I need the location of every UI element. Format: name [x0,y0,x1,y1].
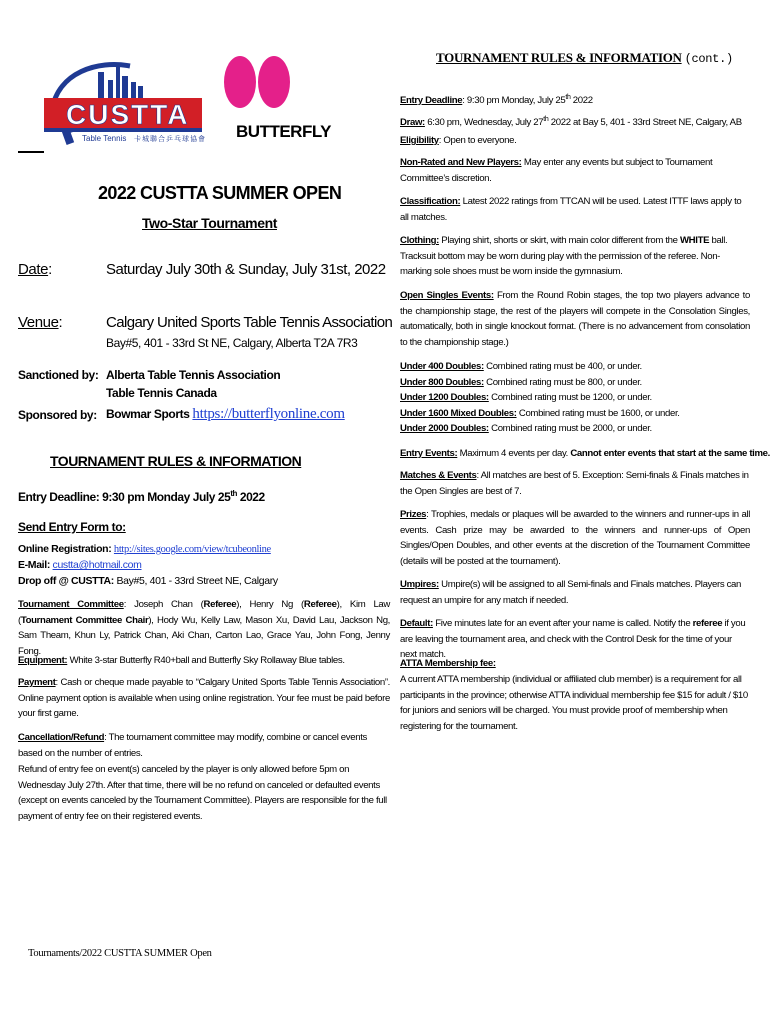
clothing-label: Clothing: [400,235,439,246]
custta-wordmark: CUSTTA [66,99,190,130]
right-deadline-text: : 9:30 pm Monday, July 25 [462,95,566,107]
doubles-item [400,421,750,437]
custta-tagline: Table Tennis [82,134,127,143]
venue-address: Bay#5, 401 - 33rd St NE, Calgary, Alberta T2A 7R3 [106,336,358,350]
doubles-item [400,359,750,375]
equipment-text: White 3-star Butterfly R40+ball and Butterfly Sky Rollaway Blue tables. [67,655,345,666]
deadline-sup: th [230,489,237,498]
default-text-2: if you are leaving the tournament area, and check with the Control Desk for the time of your next match. [400,618,746,660]
custta-logo [38,52,218,152]
doubles-text: Combined rating must be 1200, or under. [488,392,652,403]
singles-text: From the Round Robin stages, the top two players advance to the championship stage, the rest of the players will compete in the Consolation Singles, automatically, both in single knockout format. (There is no advancement from consolation to the championship stage.) [400,290,750,348]
entry-deadline-left [18,489,265,504]
right-deadline-sup: th [565,94,571,101]
date-label-row [18,261,52,278]
event-title: 2022 CUSTTA SUMMER OPEN [98,183,342,203]
doubles-label: Under 800 Doubles: [400,376,484,388]
clothing-paragraph [400,233,750,280]
prizes-label: Prizes [400,509,427,520]
cancellation-label: Cancellation/Refund [18,732,105,743]
doubles-item [400,390,750,406]
doubles-text: Combined rating must be 1600, or under. [516,407,680,419]
committee-text: : Joseph Chan ( [123,599,204,610]
online-registration-link[interactable]: http://sites.google.com/view/tcubeonline [113,544,271,555]
entry-events-label: Entry Events: [400,448,458,459]
clothing-text-2: ball. Tracksuit bottom may be worn during play with the permission of the referee. Non-marking sole shoes must be worn inside the gymnasium. [400,235,728,277]
umpires-text: Umpire(s) will be assigned to all Semi-finals and Finals matches. Players can request an umpire for any match if needed. [400,579,742,606]
refund-paragraph: Refund of entry fee on event(s) canceled by the player is only allowed before 5pm on Wednesday July 27th. After that time, there will be no refund on canceled or defaulted events (except on events canceled by the Tournament Committee). Players are responsible for the full payment of entry fee on their registered events. [18,764,387,822]
right-heading [436,50,733,66]
default-label: Default: [400,618,433,629]
date-colon: : [48,261,52,278]
sanctioned-label: Sanctioned by: [18,368,99,382]
entry-events-row [400,446,770,462]
umpires-label: Umpires: [400,579,439,590]
online-label: Online Registration: [18,543,112,555]
umpires-paragraph [400,577,750,608]
doubles-item [400,406,750,422]
draw-text: 6:30 pm, Wednesday, July 27 [424,117,544,129]
butterfly-logo [218,50,331,150]
nonrated-label: Non-Rated and New Players: [400,157,522,168]
committee-label: Tournament Committee [18,599,124,610]
committee-members: ), Hody Wu, Kelly Law, Mason Xu, David Lau, Jackson Ng, Sam Theam, Khun Ly, Patrick Chan, Aki Chan, Carton Lao, Grace Yau, John Fong, Jenny Fong. [18,614,390,657]
doubles-item [400,375,750,391]
doubles-label: Under 1600 Mixed Doubles: [400,407,517,419]
classification-label: Classification: [400,196,461,207]
committee-text: ), Kim Law ( [18,599,390,626]
date-label: Date [18,261,49,278]
deadline-year: 2022 [236,490,265,504]
venue-name: Calgary United Sports Table Tennis Association [106,314,393,331]
email-link[interactable]: custta@hotmail.com [52,559,142,571]
payment-text: : Cash or cheque made payable to “Calgary United Sports Table Tennis Association”. Online payment option is available when using online registration. Your fee must be paid before your first game. [18,677,390,719]
date-value: Saturday July 30th & Sunday, July 31st, 2022 [106,261,386,278]
nonrated-paragraph [400,155,750,186]
doubles-label: Under 2000 Doubles: [400,423,489,434]
matches-text: : All matches are best of 5. Exception: Semi-finals & Finals matches in the Open Singles are best of 7. [400,470,749,497]
email-row [18,559,142,571]
singles-paragraph [400,288,750,350]
right-deadline [400,90,750,109]
atta-heading: ATTA Membership fee: [400,658,496,669]
online-registration-row [18,543,271,555]
payment-paragraph [18,675,390,722]
clothing-text: Playing shirt, shorts or skirt, with main color different from the [438,235,680,246]
atta-paragraph: A current ATTA membership (individual or affiliated club member) is a requirement for all participants in the province; otherwise ATTA individual membership fee $15 for adult / $10 for juniors and seniors will be charged. You must provide proof of membership when registering for the tournament. [400,674,748,732]
custta-chinese-name: 卡城聯合乒乓球協會 [134,136,206,143]
referee-tag: Referee [303,599,337,610]
butterfly-wordmark: BUTTERFLY [236,122,331,141]
dropoff-address: Bay#5, 401 - 33rd Street NE, Calgary [116,575,278,587]
cancellation-text: : The tournament committee may modify, combine or cancel events based on the number of entries. [18,732,367,759]
sponsor-link[interactable]: https://butterflyonline.com [192,406,345,422]
logo-divider [18,151,44,153]
committee-paragraph [18,597,390,659]
equipment-paragraph [18,653,390,669]
eligibility-text: : Open to everyone. [438,135,517,146]
sponsor-name: Bowmar Sports [106,407,190,421]
cancellation-paragraph [18,730,390,761]
doubles-text: Combined rating must be 400, or under. [483,361,642,372]
equipment-label: Equipment: [18,655,68,666]
referee-tag: Referee [203,599,237,610]
payment-label: Payment [18,677,56,688]
sponsored-row [106,406,345,423]
matches-paragraph [400,468,750,499]
default-referee: referee [692,618,723,629]
singles-label: Open Singles Events: [400,290,494,301]
classification-paragraph [400,194,750,225]
right-heading-cont: (cont.) [684,52,733,66]
venue-label: Venue [18,314,59,331]
doubles-label: Under 400 Doubles: [400,361,484,372]
sanctioned-body-1: Alberta Table Tennis Association [106,368,281,382]
venue-colon: : [58,314,63,331]
entry-events-bold: Cannot enter events that start at the same time. [570,448,770,459]
prizes-text: : Trophies, medals or plaques will be awarded to the winners and runner-ups in all events. Cash prize may be awarded to the winners and runner-ups of Open Singles/Open Doubles, and other events at the discretion of the Tournament Committee (details will be posted at the tournament). [400,509,750,567]
committee-text: ), Henry Ng ( [236,599,304,610]
default-text: Five minutes late for an event after your name is called. Notify the [432,618,693,629]
doubles-text: Combined rating must be 2000, or under. [488,423,652,434]
right-deadline-year: 2022 [570,95,593,107]
entry-events-text: Maximum 4 events per day. [457,448,571,459]
right-heading-text: TOURNAMENT RULES & INFORMATION [436,50,682,65]
committee-chair-tag: Tournament Committee Chair [20,614,149,626]
email-label: E-Mail: [18,559,50,571]
draw-row [400,112,750,131]
right-deadline-label: Entry Deadline [400,95,463,107]
dropoff-label: Drop off @ CUSTTA: [18,575,114,587]
rules-heading: TOURNAMENT RULES & INFORMATION [50,453,302,469]
sanctioned-body-2: Table Tennis Canada [106,386,217,400]
doubles-text: Combined rating must be 800, or under. [483,376,642,388]
prizes-paragraph [400,507,750,569]
classification-text: Latest 2022 ratings from TTCAN will be used. Latest ITTF laws apply to all matches. [400,196,742,223]
send-entry-heading: Send Entry Form to: [18,520,126,534]
eligibility-row [400,133,750,149]
doubles-list [400,359,750,437]
draw-text-post: 2022 at Bay 5, 401 - 33rd Street NE, Calgary, AB [548,117,742,129]
clothing-white: WHITE [679,235,710,246]
draw-label: Draw: [400,117,425,129]
matches-label: Matches & Events [400,470,477,481]
nonrated-text: May enter any events but subject to Tournament Committee’s discretion. [400,157,713,184]
deadline-text: Entry Deadline: 9:30 pm Monday July 25 [18,490,231,504]
event-subtitle: Two-Star Tournament [142,215,277,231]
draw-sup: th [543,116,549,123]
butterfly-wings-icon [218,50,308,120]
venue-label-row [18,314,62,331]
dropoff-row [18,575,278,587]
doubles-label: Under 1200 Doubles: [400,392,489,403]
eligibility-label: Eligibility [400,135,439,146]
sponsored-label: Sponsored by: [18,408,97,422]
page-footer: Tournaments/2022 CUSTTA SUMMER Open [28,948,212,959]
